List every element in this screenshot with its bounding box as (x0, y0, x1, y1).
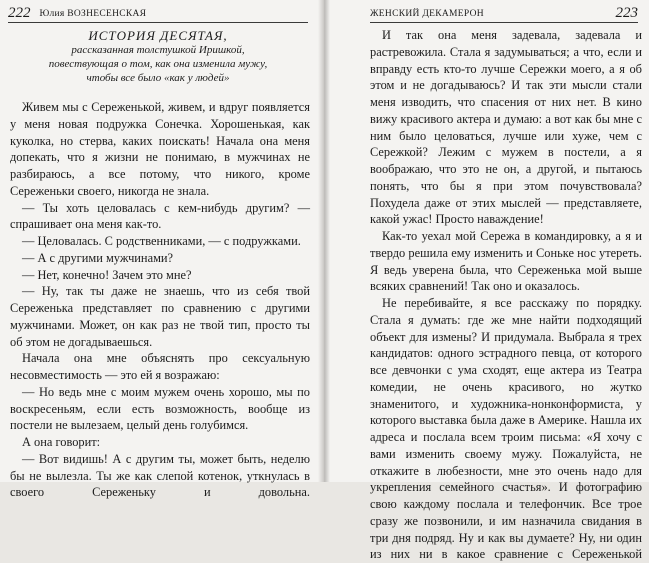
chapter-title: ИСТОРИЯ ДЕСЯТАЯ, (88, 28, 228, 43)
paragraph: Как-то уехал мой Сережа в командировку, а я и твердо решила ему изменить и Соньке нос утереть. Я ведь уверена была, что Сереженька мой выше всяких сравнений! Так оно и оказалось. (370, 229, 642, 294)
running-head-right (370, 2, 638, 23)
page-number: 223 (615, 5, 638, 21)
paragraph: — Целовалась. С родственниками, — с подружками. (22, 234, 301, 248)
chapter-heading (8, 28, 308, 85)
paragraph: Живем мы с Сереженькой, живем, и вдруг появляется у меня новая подружка Сонечка. Хорошенькая, как куколка, но стерва, каких поискать! Начала она меня допекать, что я жизни не понимаю, в мужчинах не разбираюсь, а все потому, что никого, кроме Сереженьки своего, никогда не знала. (10, 100, 310, 198)
paragraph: — Ты хоть целовалась с кем-нибудь другим? — спрашивает она меня как-то. (10, 200, 310, 232)
paragraph: — Нет, конечно! Зачем это мне? (22, 267, 192, 282)
chapter-subtitle-line: чтобы все было «как у людей» (86, 72, 230, 84)
right-page (326, 0, 649, 562)
body-text-left (10, 99, 310, 501)
paragraph: И так она меня задевала, задевала и растревожила. Стала я задумываться; а что, если и вправду есть кто-то лучше Сережки моего, а я об этом и не догадываюсь? И так эти мысли стали меня изводить, что спасения от них нет. В кино вижу красивого актера и думаю: а вот как бы мне с ним было целоваться, лучше или хуже, чем с Сережкой? Лежим с мужем в постели, а я воображаю, что это не он, а другой, и пытаюсь понять, что бы я при этом почувствовала? Похудела даже от этих мыслей — представляете, какой ужас! Просто наваждение! (370, 28, 642, 227)
paragraph: — А с другими мужчинами? (22, 250, 174, 265)
book-gutter (318, 0, 330, 482)
chapter-subtitle-line: рассказанная толстушкой Иришкой, (71, 44, 245, 56)
paragraph: — Ну, так ты даже не знаешь, что из себя твой Сереженька представляет по сравнению с другими мужчинами. Может, он как раз не твой тип, просто ты об этом не догадываешься. (10, 284, 310, 349)
paragraph: А она говорит: (22, 435, 101, 449)
left-page (0, 0, 322, 500)
page-number: 222 (8, 5, 31, 21)
running-head-left (8, 2, 308, 23)
running-head-book-title: ЖЕНСКИЙ ДЕКАМЕРОН (370, 9, 484, 19)
paragraph: — Но ведь мне с моим мужем очень хорошо, мы по воскресеньям, если есть возможность, вообще из постели не вылезаем, целый день голубимся. (10, 384, 310, 433)
body-text-right (370, 27, 642, 563)
paragraph: Начала она мне объяснять про сексуальную несовместимость — это ей я возражаю: (10, 351, 310, 382)
running-head-author: Юлия ВОЗНЕСЕНСКАЯ (39, 9, 147, 19)
paragraph: — Вот видишь! А с другим ты, может быть, неделю бы не вылезла. Ты же как слепой котенок, уткнулась в своего Сереженьку и довольна. (10, 451, 310, 500)
paragraph: Не перебивайте, я все расскажу по порядку. Стала я думать: где же мне найти подходящий объект для измены? И придумала. Выбрала я трех кандидатов: одного эстрадного певца, от которого все девчонки с ума сходят, еще актера из Театра комедии, не очень красивого, но жутко знаменитого, и художника-нонконформиста, у которого выставка была даже в Америке. Нашла их адреса и послала всем троим письма: «Я хочу с вами изменить своему мужу. Пожалуйста, не откажите в любезности, мне это очень надо для укрепления семейного счастья». И фотографию свою каждому послала и телефончик. Все трое сразу же позвонили, и им назначила свидания в три дня подряд. Ну и как вы думаете? Ну, ни один из них ни в какое сравнение с Сереженькой (370, 296, 642, 562)
chapter-subtitle-line: повествующая о том, как она изменила мужу, (48, 58, 268, 70)
